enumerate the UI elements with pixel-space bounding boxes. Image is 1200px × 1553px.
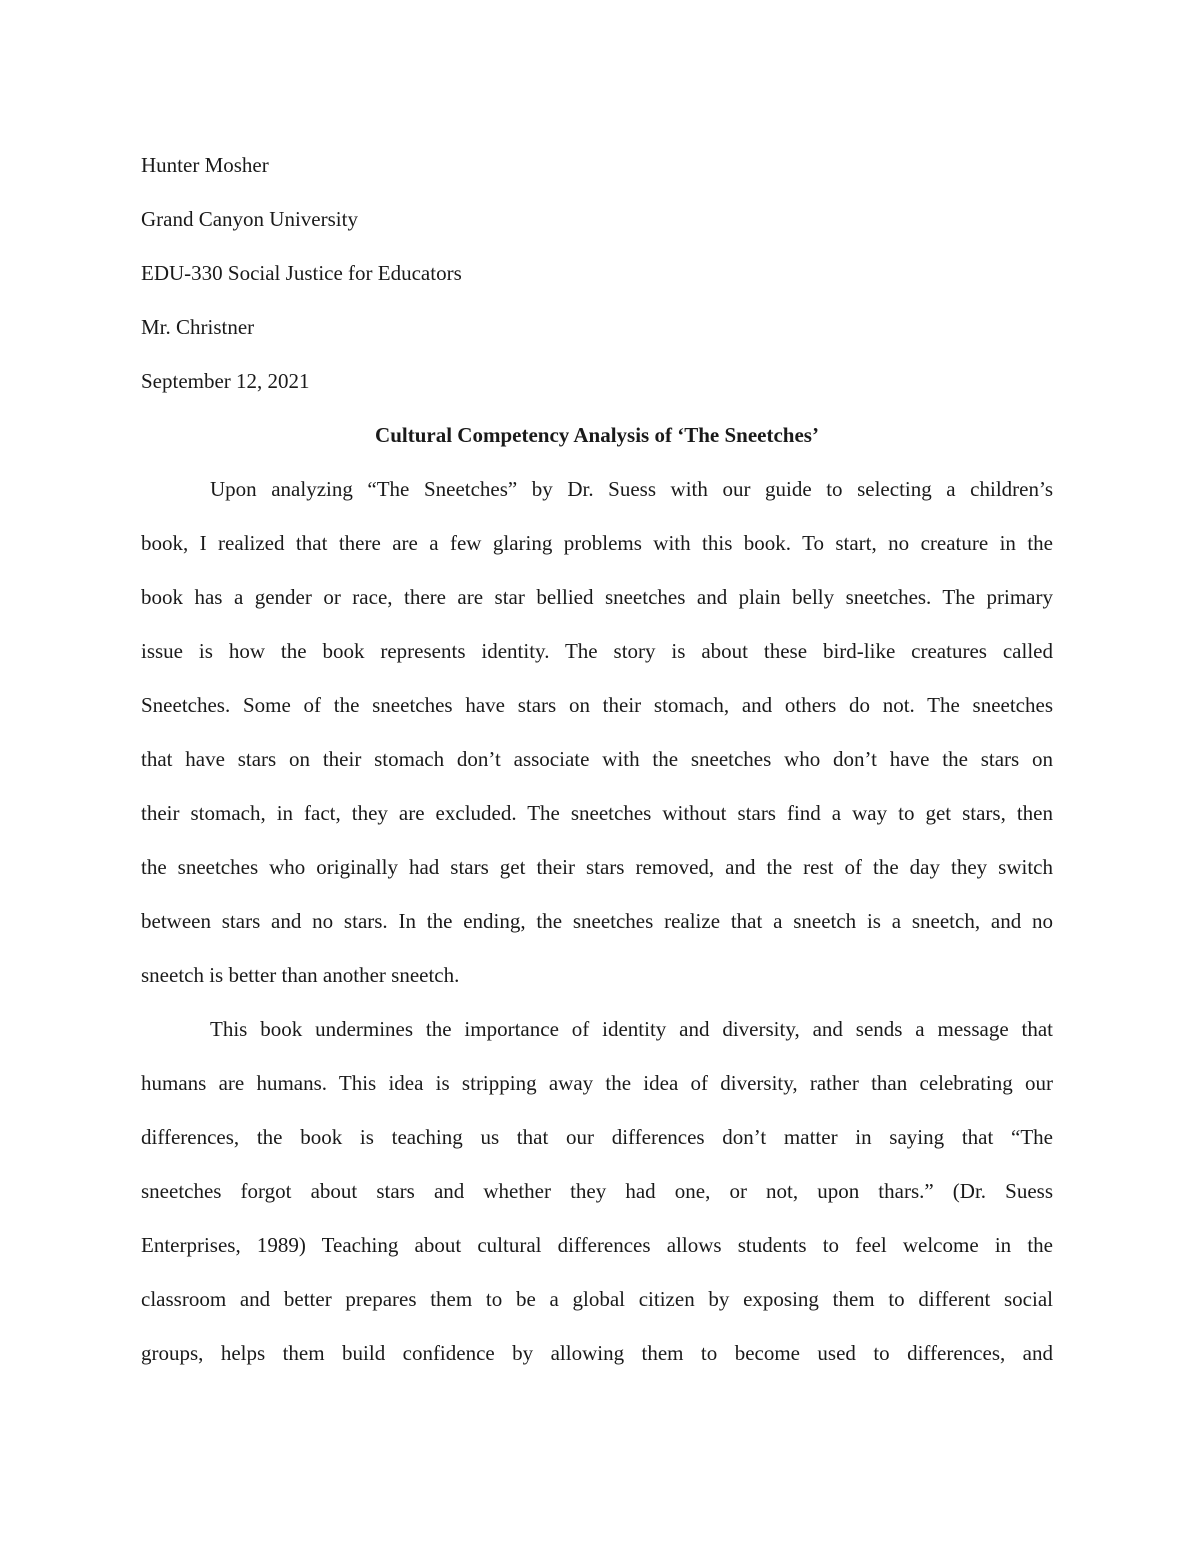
paragraph-line: sneetches forgot about stars and whether they had one, or not, upon thars.” (Dr. Suess [141,1179,1053,1203]
paragraph-line: groups, helps them build confidence by allowing them to become used to differences, and [141,1341,1053,1365]
course-name: EDU-330 Social Justice for Educators [141,261,462,285]
paragraph-line: Upon analyzing “The Sneetches” by Dr. Suess with our guide to selecting a children’s [210,477,1053,501]
paragraph-line: Enterprises, 1989) Teaching about cultural differences allows students to feel welcome in the [141,1233,1053,1257]
paragraph-line: classroom and better prepares them to be a global citizen by exposing them to different social [141,1287,1053,1311]
paragraph-line: between stars and no stars. In the ending, the sneetches realize that a sneetch is a sneetch, and no [141,909,1053,933]
paragraph-line: the sneetches who originally had stars get their stars removed, and the rest of the day they switch [141,855,1053,879]
paragraph-line: book has a gender or race, there are star bellied sneetches and plain belly sneetches. The primary [141,585,1053,609]
author-name: Hunter Mosher [141,153,269,177]
document-content [141,138,1053,1380]
instructor-name: Mr. Christner [141,315,255,339]
paragraph-line: their stomach, in fact, they are excluded. The sneetches without stars find a way to get stars, then [141,801,1053,825]
paragraph-line: differences, the book is teaching us that our differences don’t matter in saying that “The [141,1125,1053,1149]
institution-name: Grand Canyon University [141,207,358,231]
paragraph-1 [141,462,1053,1002]
paragraph-line: This book undermines the importance of identity and diversity, and sends a message that [210,1017,1053,1041]
paragraph-line: book, I realized that there are a few glaring problems with this book. To start, no creature in the [141,531,1053,555]
paragraph-line: Sneetches. Some of the sneetches have stars on their stomach, and others do not. The sneetches [141,693,1053,717]
paragraph-line: humans are humans. This idea is stripping away the idea of diversity, rather than celebrating our [141,1071,1053,1095]
paragraph-line: that have stars on their stomach don’t associate with the sneetches who don’t have the stars on [141,747,1053,771]
paragraph-line: sneetch is better than another sneetch. [141,963,460,987]
document-title: Cultural Competency Analysis of ‘The Sneetches’ [375,423,819,447]
paragraph-2 [141,1002,1053,1380]
submission-date: September 12, 2021 [141,369,310,393]
paragraph-line: issue is how the book represents identity. The story is about these bird-like creatures called [141,639,1053,663]
